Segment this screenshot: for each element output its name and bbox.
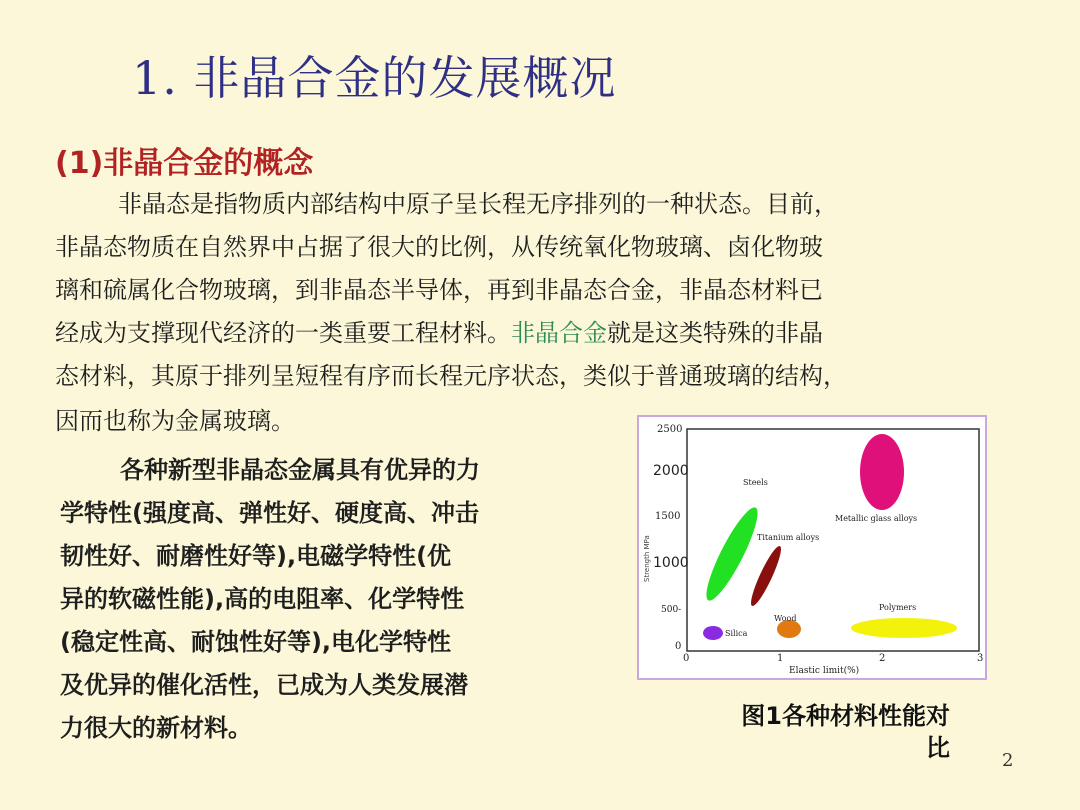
material-comparison-figure [637,415,987,680]
wood-label: Wood [774,614,797,623]
y-tick-label: 500- [661,605,682,615]
paragraph-line: 各种新型非晶态金属具有优异的力 [120,456,480,484]
steels-label: Steels [743,478,768,487]
paragraph-line: 因而也称为金属玻璃。 [55,407,295,435]
y-tick-label: 2000 [653,463,689,479]
y-axis-label: Strength MPa [643,535,651,582]
paragraph-line: 态材料，其原于排列呈短程有序而长程元序状态，类似于普通玻璃的结构， [55,362,847,390]
paragraph-line [55,313,823,348]
text-run: 就是这类特殊的非晶 [607,319,823,347]
highlight-term: 非晶合金 [511,319,607,347]
paragraph-line: 及优异的催化活性，已成为人类发展潜 [60,671,468,699]
text-run: 经成为支撑现代经济的一类重要工程材料。 [55,319,511,347]
x-tick-label: 0 [683,653,690,664]
paragraph-line: (稳定性高、耐蚀性好等),电化学特性 [60,628,452,656]
paragraph-line: 非晶态是指物质内部结构中原子呈长程无序排列的一种状态。目前， [118,190,838,218]
y-tick-label: 2500 [657,424,683,435]
figure-image [639,417,985,678]
section-subtitle: (1)非晶合金的概念 [55,146,314,181]
paragraph-line: 非晶态物质在自然界中占据了很大的比例，从传统氧化物玻璃、卤化物玻 [55,233,823,261]
polymers-region [851,618,957,638]
x-tick-label: 1 [777,653,784,664]
paragraph-line: 异的软磁性能),高的电阻率、化学特性 [60,585,465,613]
metallic-glass-region [860,434,904,510]
page-number: 2 [1002,750,1014,771]
polymers-label: Polymers [879,603,917,612]
x-tick-label: 2 [879,653,886,664]
paragraph-line: 学特性(强度高、弹性好、硬度高、冲击 [60,499,479,527]
paragraph-line: 力很大的新材料。 [60,714,252,742]
caption-line: 比 [926,734,950,762]
titanium-region [747,544,786,609]
silica-region [703,626,723,640]
paragraph-line: 璃和硫属化合物玻璃，到非晶态半导体，再到非晶态合金，非晶态材料已 [55,276,823,304]
slide-title: 1. 非晶合金的发展概况 [132,51,617,105]
silica-label: Silica [725,629,748,638]
caption-line: 图1各种材料性能对 [741,702,950,730]
y-tick-label: 1500 [655,511,681,522]
titanium-label: Titanium alloys [757,533,820,542]
paragraph-line: 韧性好、耐磨性好等),电磁学特性(优 [60,542,452,570]
y-tick-label: 1000 [653,555,689,571]
metallic-glass-label: Metallic glass alloys [835,514,918,523]
y-tick-label: 0 [675,641,682,652]
x-axis-label: Elastic limit(%) [789,666,860,676]
x-tick-label: 3 [977,653,984,664]
figure-caption [705,700,950,764]
